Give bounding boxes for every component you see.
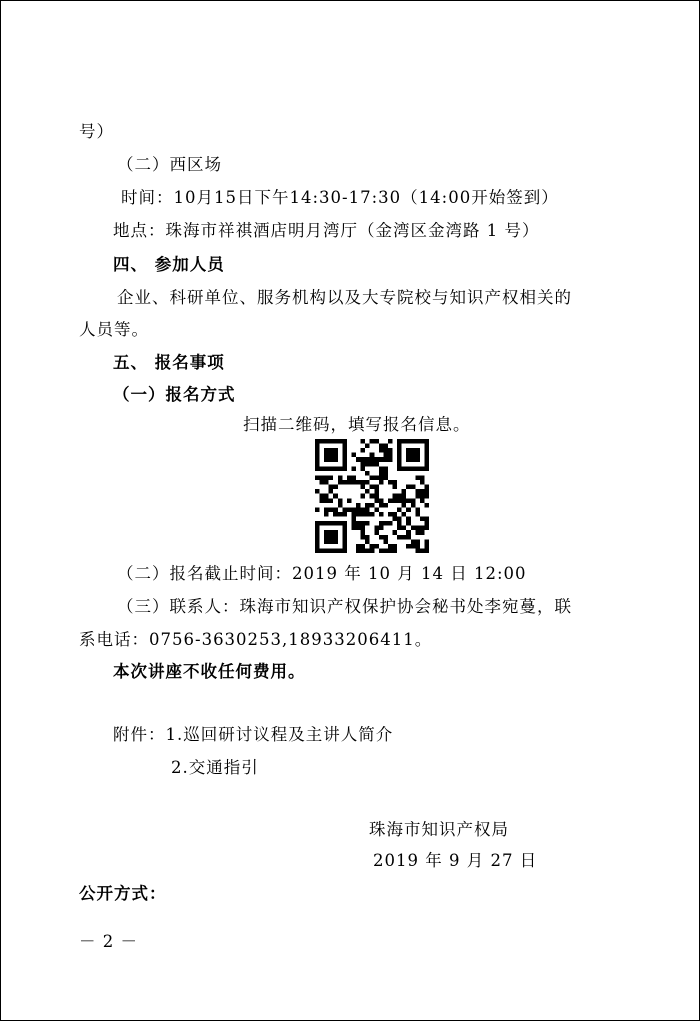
attachment-1: 附件：1.巡回研讨议程及主讲人简介 [113, 725, 394, 744]
registration-deadline: （二）报名截止时间：2019 年 10 月 14 日 12:00 [117, 564, 527, 583]
location-line: 地点：珠海市祥祺酒店明月湾厅（金湾区金湾路 1 号） [113, 221, 540, 240]
fee-note: 本次讲座不收任何费用。 [113, 662, 306, 681]
continued-text: 号） [79, 122, 114, 141]
subsection-registration-method: （一）报名方式 [113, 385, 236, 404]
subsection-west-venue: （二）西区场 [117, 155, 222, 174]
contact-line-2: 系电话：0756-3630253,18933206411。 [79, 630, 433, 649]
section-heading-participants: 四、 参加人员 [113, 255, 225, 274]
scan-instruction: 扫描二维码，填写报名信息。 [243, 415, 471, 434]
page-number: － 2 － [79, 932, 138, 951]
participants-text-1: 企业、科研单位、服务机构以及大专院校与知识产权相关的 [117, 288, 572, 307]
section-heading-registration: 五、 报名事项 [113, 353, 225, 372]
participants-text-2: 人员等。 [79, 320, 149, 339]
qr-code-icon [315, 439, 429, 553]
issue-date: 2019 年 9 月 27 日 [373, 851, 538, 870]
time-line: 时间：10月15日下午14:30-17:30（14:00开始签到） [121, 188, 559, 207]
attachment-2: 2.交通指引 [171, 758, 259, 777]
contact-line-1: （三）联系人：珠海市知识产权保护协会秘书处李宛蔓，联 [117, 597, 572, 616]
disclosure-method: 公开方式： [79, 884, 167, 903]
issuer-name: 珠海市知识产权局 [369, 820, 509, 839]
